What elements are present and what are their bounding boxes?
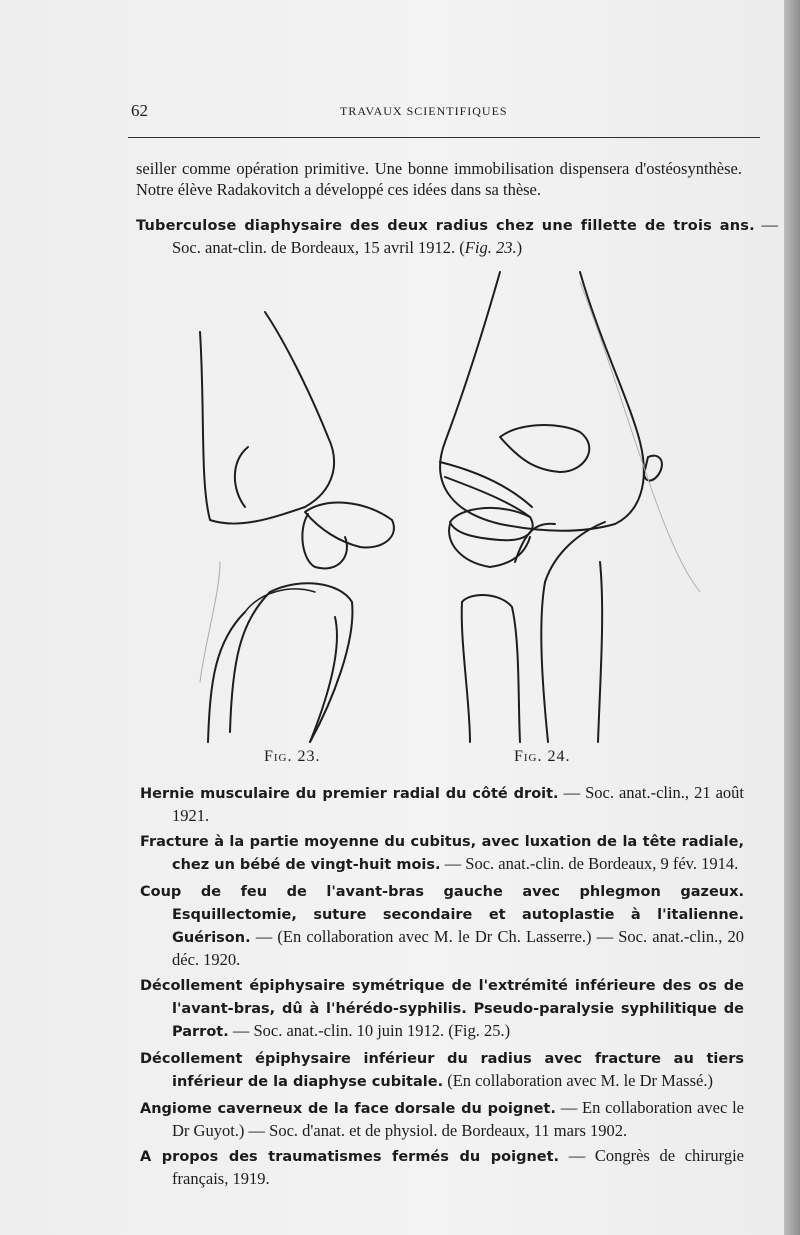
entry-title: Hernie musculaire du premier radial du côté droit. bbox=[140, 786, 559, 802]
list-item bbox=[140, 880, 744, 970]
book-spine-shadow bbox=[784, 0, 800, 1235]
tuberculose-entry bbox=[136, 214, 778, 258]
entry-ref: — Congrès de chirurgie français, 1919. bbox=[172, 1146, 744, 1188]
list-item bbox=[140, 830, 744, 876]
entry-ref: — (En collaboration avec M. le Dr Ch. Lasserre.) — Soc. anat.-clin., 20 déc. 1920. bbox=[172, 927, 744, 969]
caption-fig-24: Fig. 24. bbox=[514, 748, 571, 765]
entry-ref: (En collaboration avec M. le Dr Massé.) bbox=[443, 1071, 713, 1090]
entry-ref: — Soc. anat.-clin. de Bordeaux, 9 fév. 1914. bbox=[440, 854, 739, 873]
entry-title: Décollement épiphysaire symétrique de l'extrémité inférieure des os de l'avant-bras, dû à l'hérédo-syphilis. Pseudo-paralysie syphilitique de Parrot. bbox=[140, 978, 744, 1040]
list-item bbox=[140, 1145, 744, 1189]
entry-ref: — Soc. anat.-clin., 21 août 1921. bbox=[172, 783, 744, 825]
tuberculose-ref-close: ) bbox=[516, 238, 523, 257]
caption-fig-23: Fig. 23. bbox=[264, 748, 321, 765]
intro-paragraph: seiller comme opération primitive. Une bonne immobilisation dispensera d'ostéosynthèse. Notre élève Radakovitch a développé ces idées dans sa thèse. bbox=[136, 159, 742, 199]
fig-23-drawing bbox=[200, 312, 394, 742]
xray-figures bbox=[160, 262, 720, 782]
entry-title: A propos des traumatismes fermés du poignet. bbox=[140, 1149, 560, 1165]
header-rule bbox=[128, 137, 760, 138]
entry-ref: — Soc. anat.-clin. 10 juin 1912. (Fig. 25.) bbox=[228, 1021, 511, 1040]
tuberculose-fig-ref: Fig. 23. bbox=[464, 238, 517, 257]
list-item bbox=[140, 1047, 744, 1093]
tuberculose-ref: — Soc. anat-clin. de Bordeaux, 15 avril 1912. ( bbox=[172, 215, 779, 257]
fig-24-drawing bbox=[440, 272, 700, 742]
entry-title: Décollement épiphysaire inférieur du radius avec fracture au tiers inférieur de la diaphyse cubitale. bbox=[140, 1051, 744, 1090]
page-number: 62 bbox=[131, 101, 148, 120]
list-item bbox=[140, 974, 744, 1043]
tuberculose-title: Tuberculose diaphysaire des deux radius chez une fillette de trois ans. bbox=[136, 218, 755, 234]
list-item bbox=[140, 1097, 744, 1141]
entry-ref: — En collaboration avec le Dr Guyot.) — Soc. d'anat. et de physiol. de Bordeaux, 11 mars 1902. bbox=[172, 1098, 744, 1140]
entry-title: Coup de feu de l'avant-bras gauche avec phlegmon gazeux. Esquillectomie, suture secondaire et autoplastie à l'italienne. Guérison. bbox=[140, 884, 744, 946]
running-title: TRAVAUX SCIENTIFIQUES bbox=[340, 104, 508, 118]
bibliography-list bbox=[140, 782, 744, 1193]
entry-title: Fracture à la partie moyenne du cubitus, avec luxation de la tête radiale, chez un bébé de vingt-huit mois. bbox=[140, 834, 744, 873]
list-item bbox=[140, 782, 744, 826]
entry-title: Angiome caverneux de la face dorsale du poignet. bbox=[140, 1101, 556, 1117]
